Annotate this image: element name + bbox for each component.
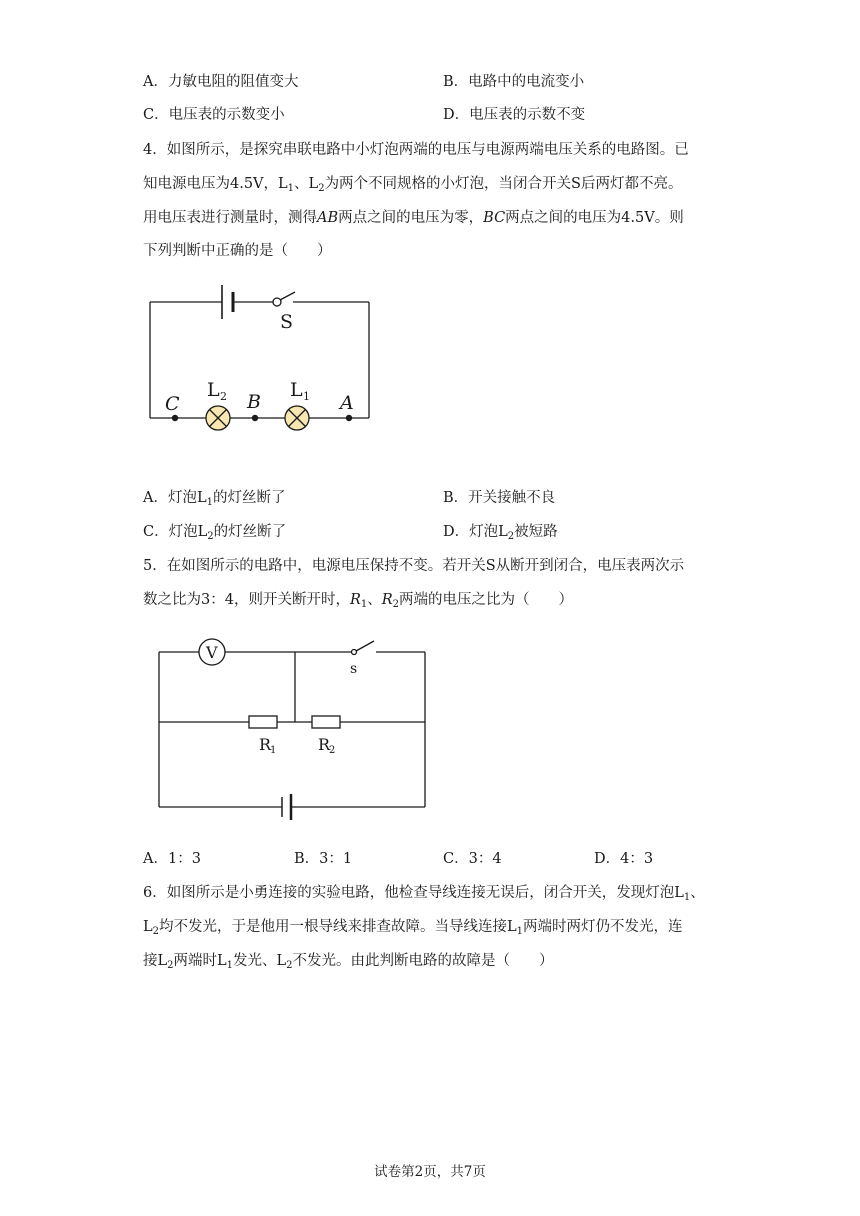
- resistor-r1-subscript: 1: [270, 745, 277, 756]
- switch-label: s: [350, 661, 358, 677]
- q5-option-a: A．1：3: [143, 851, 201, 867]
- lamp-l1-subscript: 1: [303, 390, 310, 403]
- lamp-l1-icon: [285, 406, 309, 430]
- q4-option-d: D．灯泡$L_2$被短路: [443, 524, 558, 542]
- q5-option-b: B．3：1: [294, 851, 353, 867]
- lamp-l2-subscript: 2: [220, 390, 227, 403]
- lamp-l2-label: L: [207, 379, 220, 401]
- node-a: [346, 415, 352, 421]
- q3-option-b: B．电路中的电流变小: [443, 74, 585, 90]
- node-b: [252, 415, 258, 421]
- q5-circuit-diagram: [150, 632, 435, 827]
- q3-option-c: C．电压表的示数变小: [143, 107, 285, 123]
- lamp-l1-label: L: [290, 379, 303, 401]
- q5-option-d: D．4：3: [594, 851, 654, 867]
- q6-stem-line3: 接$L_2$两端时$L_1$发光、$L_2$不发光。由此判断电路的故障是（ ）: [143, 953, 554, 971]
- node-b-label: B: [247, 391, 261, 413]
- q4-option-b: B．开关接触不良: [443, 490, 556, 506]
- q4-stem-line1: 4．如图所示，是探究串联电路中小灯泡两端的电压与电源两端电压关系的电路图。已: [143, 142, 689, 158]
- q5-stem-line1: 5．在如图所示的电路中，电源电压保持不变。若开关S从断开到闭合，电压表两次示: [143, 558, 685, 574]
- q5-option-c: C．3：4: [443, 851, 502, 867]
- resistor-r2-body: [312, 716, 340, 728]
- q5-stem-line2: 数之比为3：4，则开关断开时，$R_1$、$R_2$两端的电压之比为（ ）: [143, 592, 574, 610]
- q4-stem-line2: 知电源电压为4.5V，$L_1$、$L_2$为两个不同规格的小灯泡，当闭合开关S后两灯都不亮。: [143, 176, 683, 194]
- q3-option-a: A．力敏电阻的阻值变大: [143, 74, 299, 90]
- resistor-r2-label: R: [318, 735, 331, 754]
- node-c-label: C: [165, 393, 180, 415]
- node-c: [172, 415, 178, 421]
- voltmeter-label: V: [206, 643, 218, 662]
- lamp-l2-icon: [206, 406, 230, 430]
- node-a-label: A: [340, 392, 354, 414]
- resistor-r2-subscript: 2: [329, 745, 336, 756]
- q3-option-d: D．电压表的示数不变: [443, 107, 586, 123]
- switch-contact: [273, 298, 281, 306]
- q4-option-c: C．灯泡$L_2$的灯丝断了: [143, 524, 287, 542]
- resistor-r1-label: R: [259, 735, 272, 754]
- q6-stem-line1: 6．如图所示是小勇连接的实验电路，他检查导线连接无误后，闭合开关，发现灯泡$L_1$、: [143, 885, 705, 903]
- q4-option-a: A．灯泡$L_1$的灯丝断了: [143, 490, 286, 508]
- switch-blade: [280, 292, 295, 300]
- q4-stem-line3: 用电压表进行测量时，测得AB两点之间的电压为零，BC两点之间的电压为4.5V。则: [143, 210, 684, 226]
- q6-stem-line2: $L_2$均不发光，于是他用一根导线来排查故障。当导线连接$L_1$两端时两灯仍不发光，连: [143, 919, 683, 937]
- switch-label: S: [280, 311, 294, 333]
- page-footer: 试卷第2页，共7页: [374, 1164, 486, 1180]
- q4-circuit-diagram: [140, 275, 385, 435]
- q4-stem-line4: 下列判断中正确的是（ ）: [143, 243, 332, 259]
- resistor-r1-body: [249, 716, 277, 728]
